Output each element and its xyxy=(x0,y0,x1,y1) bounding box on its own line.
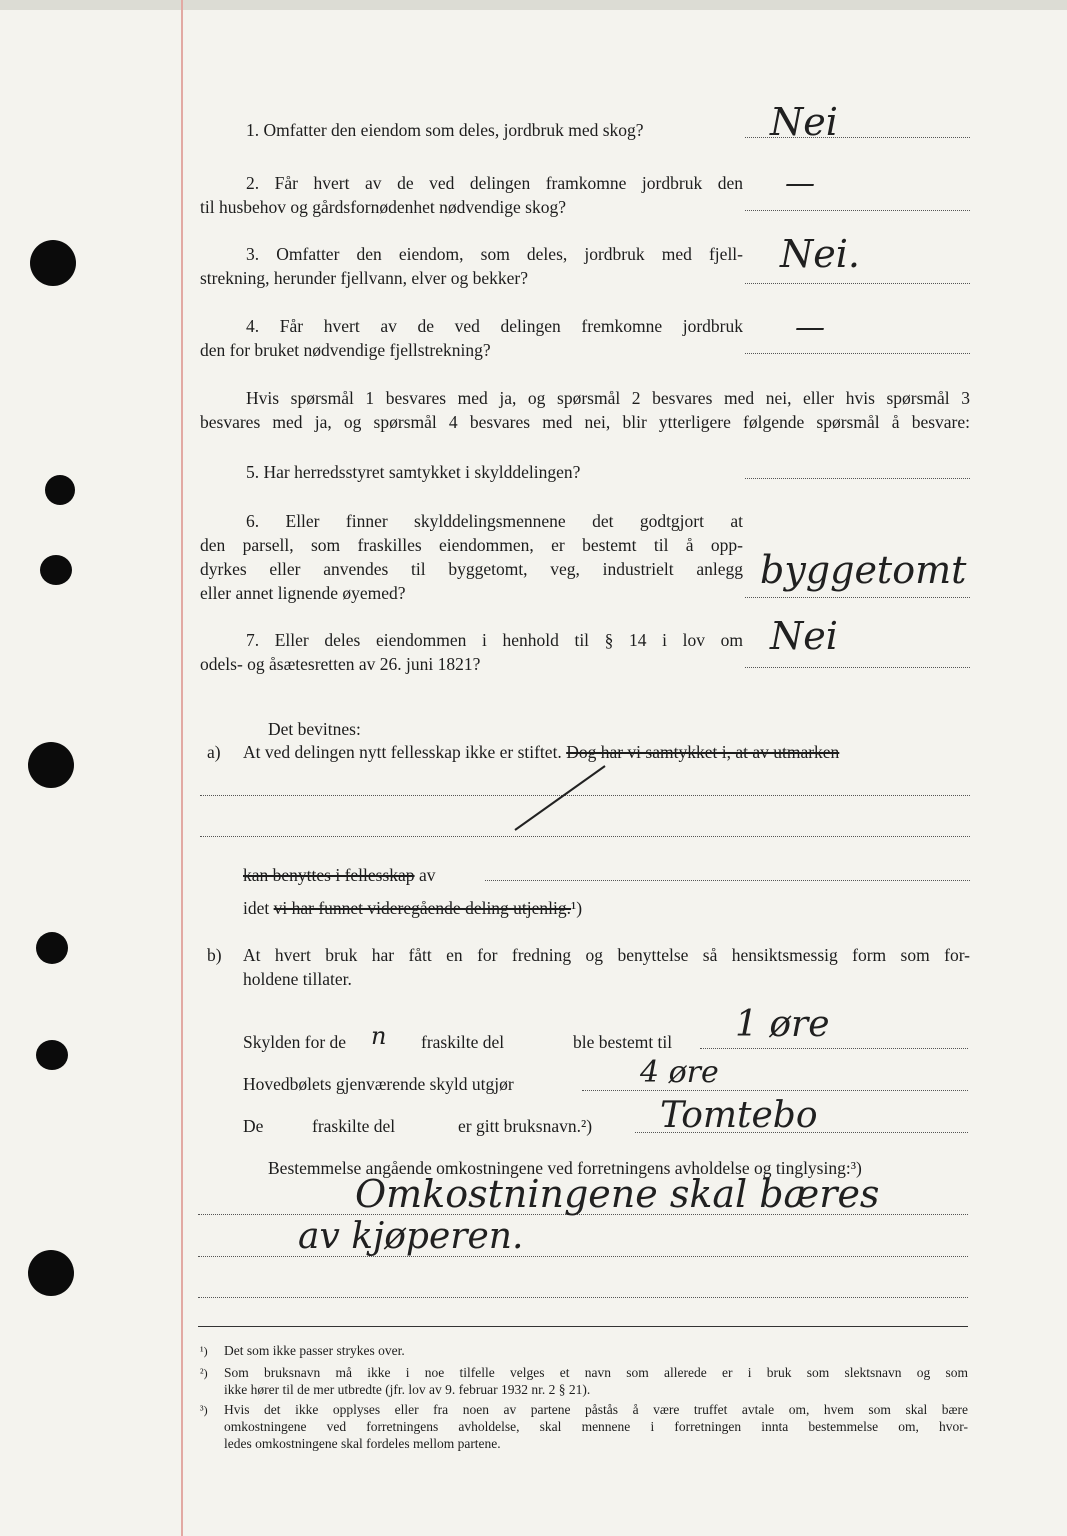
question-7-line-2: odels- og åsætesretten av 26. juni 1821? xyxy=(200,654,481,674)
punch-hole xyxy=(28,1250,74,1296)
skyld-answer-1: 1 øre xyxy=(735,1004,830,1045)
skyld-row-3-b: fraskilte del xyxy=(312,1116,396,1136)
footnote-2-line-1: Som bruksnavn må ikke i noe tilfelle velges et navn som allerede er i bruk som slektsnavn og som xyxy=(224,1365,968,1380)
text: idet xyxy=(243,898,274,918)
footnote-2-number: ²) xyxy=(200,1366,208,1380)
question-1: 1. Omfatter den eiendom som deles, jordbruk med skog? xyxy=(246,120,644,140)
answer-line xyxy=(745,283,970,284)
question-2-line-1: 2. Får hvert av de ved delingen framkomne jordbruk den xyxy=(246,173,743,193)
skyld-row-1-hw: n xyxy=(371,1022,387,1050)
fill-line xyxy=(485,880,970,881)
cancel-slash-mark xyxy=(505,760,615,835)
costs-heading: Bestemmelse angående omkostningene ved forretningens avholdelse og tinglysing:³) xyxy=(268,1158,862,1178)
answer-line xyxy=(745,353,970,354)
skyld-answer-3: Tomtebo xyxy=(660,1095,818,1136)
footnote-3-number: ³) xyxy=(200,1403,208,1417)
clause-b-line-1: At hvert bruk har fått en for fredning og benyttelse så hensiktsmessig form som for- xyxy=(243,945,970,965)
footnote-ref: ¹) xyxy=(571,898,583,918)
footnote-separator xyxy=(198,1326,968,1327)
costs-answer-line-1: Omkostningene skal bæres xyxy=(355,1172,880,1216)
footnote-2-line-2: ikke hører til de mer utbredte (jfr. lov av 9. februar 1932 nr. 2 § 21). xyxy=(224,1382,591,1397)
question-6-line-2: den parsell, som fraskilles eiendommen, er bestemt til å opp- xyxy=(200,535,743,555)
skyld-row-2: Hovedbølets gjenværende skyld utgjør xyxy=(243,1074,514,1094)
answer-q2: — xyxy=(785,166,815,201)
clause-b-label: b) xyxy=(207,945,222,965)
text: av xyxy=(414,865,436,885)
witness-heading: Det bevitnes: xyxy=(268,719,361,739)
answer-line xyxy=(745,667,970,668)
punch-hole xyxy=(36,932,68,964)
question-3-line-1: 3. Omfatter den eiendom, som deles, jordbruk med fjell- xyxy=(246,244,743,264)
answer-line xyxy=(745,478,970,479)
footnote-3-line-3: ledes omkostningene skal fordeles mellom partene. xyxy=(224,1436,501,1451)
footnote-1-number: ¹) xyxy=(200,1344,208,1358)
margin-rule xyxy=(181,0,183,1536)
question-5: 5. Har herredsstyret samtykket i skylddelingen? xyxy=(246,462,581,482)
answer-line xyxy=(582,1090,968,1091)
clause-a-label: a) xyxy=(207,742,221,762)
answer-q6: byggetomt xyxy=(760,548,967,592)
scan-top-edge xyxy=(0,0,1067,10)
footnote-1: Det som ikke passer strykes over. xyxy=(224,1343,405,1358)
punch-hole xyxy=(40,555,72,585)
clause-a-main: At ved delingen nytt fellesskap ikke er stiftet. xyxy=(243,742,562,762)
conditional-intro-line-1: Hvis spørsmål 1 besvares med ja, og spørsmål 2 besvares med nei, eller hvis spørsmål 3 xyxy=(246,388,970,408)
clause-a-line-4 xyxy=(243,897,582,919)
punch-hole xyxy=(30,240,76,286)
footnote-3-line-1: Hvis det ikke opplyses eller fra noen av partene påstås å være truffet avtale om, hvem som skal bære xyxy=(224,1402,968,1417)
question-7-line-1: 7. Eller deles eiendommen i henhold til § 14 i lov om xyxy=(246,630,743,650)
punch-hole xyxy=(28,742,74,788)
question-6-line-1: 6. Eller finner skylddelingsmennene det godtgjort at xyxy=(246,511,743,531)
question-6-line-4: eller annet lignende øyemed? xyxy=(200,583,406,603)
answer-line xyxy=(745,210,970,211)
answer-q4: — xyxy=(795,310,825,345)
skyld-answer-2: 4 øre xyxy=(640,1055,719,1090)
struck-text: vi har funnet videregående deling utjenlig. xyxy=(273,898,572,918)
question-2-line-2: til husbehov og gårdsfornødenhet nødvendige skog? xyxy=(200,197,566,217)
answer-line xyxy=(745,597,970,598)
question-4-line-2: den for bruket nødvendige fjellstrekning? xyxy=(200,340,491,360)
clause-a-line-3 xyxy=(243,864,435,886)
clause-a-struck: Dog har vi samtykket i, at av utmarken xyxy=(566,742,840,762)
answer-line xyxy=(700,1048,968,1049)
skyld-row-1-c: ble bestemt til xyxy=(573,1032,673,1052)
answer-q7: Nei xyxy=(770,614,838,658)
answer-q1: Nei xyxy=(770,100,838,144)
question-6-line-3: dyrkes eller anvendes til byggetomt, veg, industrielt anlegg xyxy=(200,559,743,579)
conditional-intro-line-2: besvares med ja, og spørsmål 4 besvares med nei, blir ytterligere følgende spørsmål å besvare: xyxy=(200,412,970,432)
punch-hole xyxy=(45,475,75,505)
punch-hole xyxy=(36,1040,68,1070)
clause-b-line-2: holdene tillater. xyxy=(243,969,352,989)
struck-text: kan benyttes i fellesskap xyxy=(243,865,415,885)
skyld-row-1-b: fraskilte del xyxy=(421,1032,505,1052)
skyld-row-3-a: De xyxy=(243,1116,264,1136)
question-3-line-2: strekning, herunder fjellvann, elver og bekker? xyxy=(200,268,528,288)
skyld-row-1-a: Skylden for de xyxy=(243,1032,347,1052)
question-4-line-1: 4. Får hvert av de ved delingen fremkomne jordbruk xyxy=(246,316,743,336)
fill-line xyxy=(198,1297,968,1298)
footnote-3-line-2: omkostningene ved forretningens avholdelse, skal mennene i forretningen innta bestemmelse om, hvor- xyxy=(224,1419,968,1434)
costs-answer-line-2: av kjøperen. xyxy=(298,1216,524,1257)
fill-line xyxy=(200,836,970,837)
answer-q3: Nei. xyxy=(780,232,860,276)
skyld-row-3-c: er gitt bruksnavn.²) xyxy=(458,1116,593,1136)
